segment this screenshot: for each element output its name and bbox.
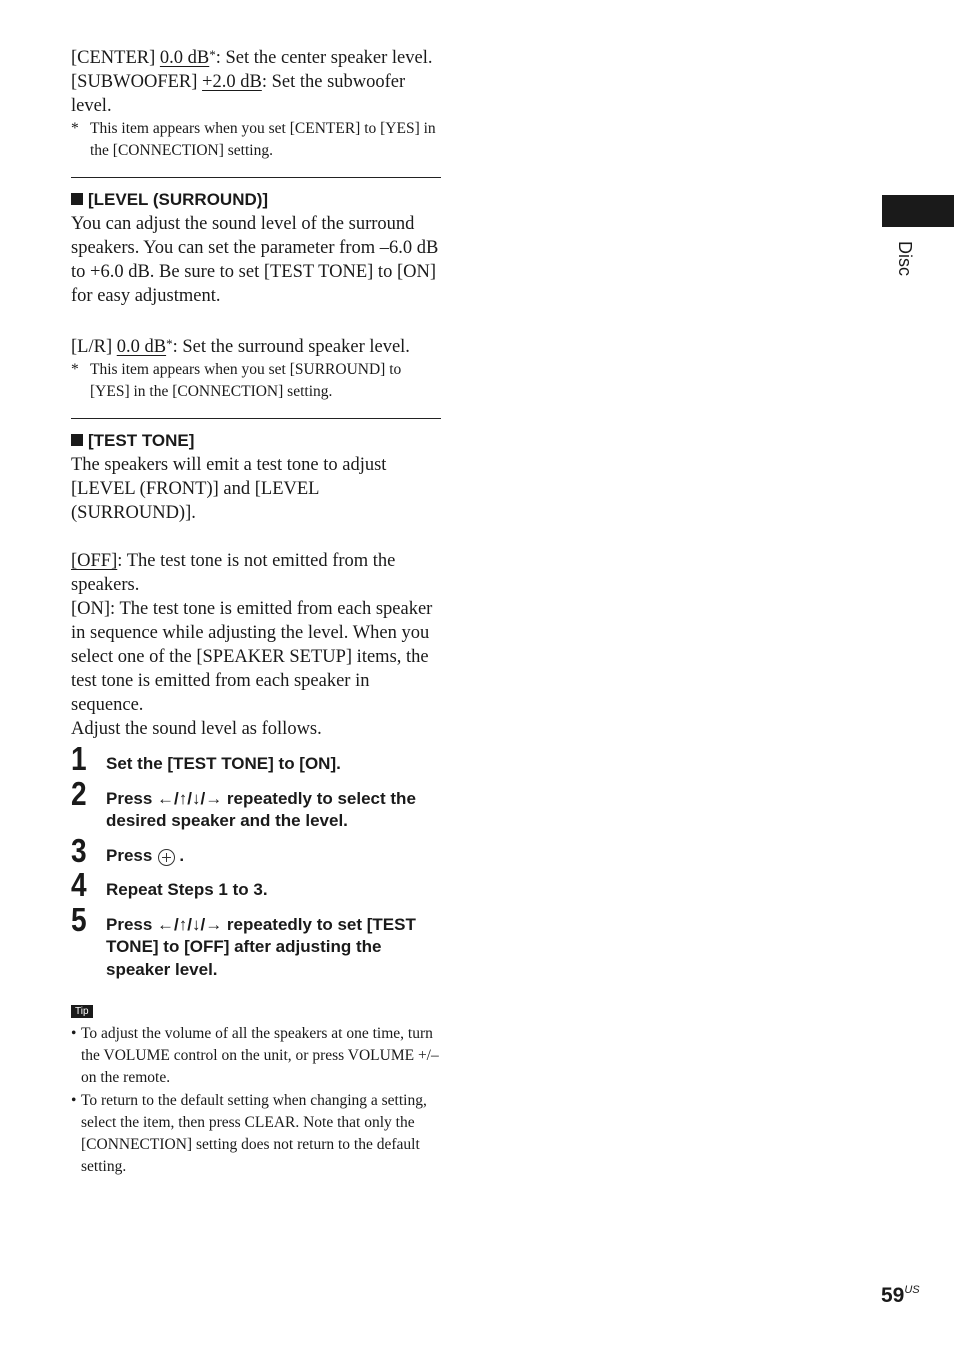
center-default-value: 0.0 dB bbox=[159, 48, 210, 68]
test-tone-heading: [TEST TONE] bbox=[71, 429, 441, 453]
black-square-icon bbox=[71, 434, 83, 446]
step-4: 4 Repeat Steps 1 to 3. bbox=[71, 866, 268, 903]
tip-badge: Tip bbox=[71, 1005, 93, 1018]
level-surround-heading: [LEVEL (SURROUND)] bbox=[71, 188, 441, 212]
off-default-value: [OFF] bbox=[71, 551, 118, 571]
enter-button-icon bbox=[158, 849, 175, 866]
off-option: [OFF]: The test tone is not emitted from the speakers. bbox=[71, 551, 396, 595]
on-option: [ON]: The test tone is emitted from each speaker in sequence while adjusting the level. When you select one of the [SPEAKER SETUP] items, the test tone is emitted from each speaker in sequence. bbox=[71, 599, 433, 715]
tip-section bbox=[71, 1001, 441, 1178]
step-3: 3 Press . bbox=[71, 831, 185, 869]
section-divider bbox=[71, 418, 441, 419]
chapter-side-label: Disc bbox=[895, 241, 915, 276]
test-tone-body: The speakers will emit a test tone to adjust [LEVEL (FRONT)] and [LEVEL (SURROUND)]. bbox=[71, 455, 387, 523]
center-footnote: * This item appears when you set [CENTER] to [YES] in the [CONNECTION] setting. bbox=[71, 120, 436, 159]
section-divider bbox=[71, 177, 441, 178]
black-square-icon bbox=[71, 193, 83, 205]
adjust-instructions: Adjust the sound level as follows. bbox=[71, 719, 322, 739]
lr-setting: [L/R] 0.0 dB*: Set the surround speaker level. bbox=[71, 336, 410, 357]
tip-item: • To adjust the volume of all the speakers at one time, turn the VOLUME control on the unit, or press VOLUME +/– on the remote. bbox=[71, 1025, 439, 1086]
main-column bbox=[71, 43, 441, 1178]
surround-footnote: * This item appears when you set [SURROUND] to [YES] in the [CONNECTION] setting. bbox=[71, 361, 402, 400]
chapter-tab bbox=[882, 195, 954, 227]
page-number: $59^{US}$ bbox=[881, 1284, 920, 1307]
tip-item: • To return to the default setting when changing a setting, select the item, then press CLEAR. Note that only the [CONNECTION] setting does not return to the default setting. bbox=[71, 1092, 427, 1175]
step-5: 5 Press ←/↑/↓/→ repeatedly to set [TEST TONE] to [OFF] after adjusting the speaker level. bbox=[71, 900, 416, 979]
step-2: 2 Press ←/↑/↓/→ repeatedly to select the desired speaker and the level. bbox=[71, 774, 416, 830]
subwoofer-setting: [SUBWOOFER] +2.0 dB: Set the subwoofer level. bbox=[71, 72, 406, 116]
level-surround-body: You can adjust the sound level of the surround speakers. You can set the parameter from –6.0 dB to +6.0 dB. Be sure to set [TEST TONE] to [ON] for easy adjustment. bbox=[71, 214, 439, 306]
center-setting: [CENTER] 0.0 dB*: Set the center speaker level. bbox=[71, 47, 433, 68]
subwoofer-default-value: +2.0 dB bbox=[202, 72, 262, 92]
step-1: 1 Set the [TEST TONE] to [ON]. bbox=[71, 740, 341, 777]
lr-default-value: 0.0 dB bbox=[116, 337, 167, 357]
